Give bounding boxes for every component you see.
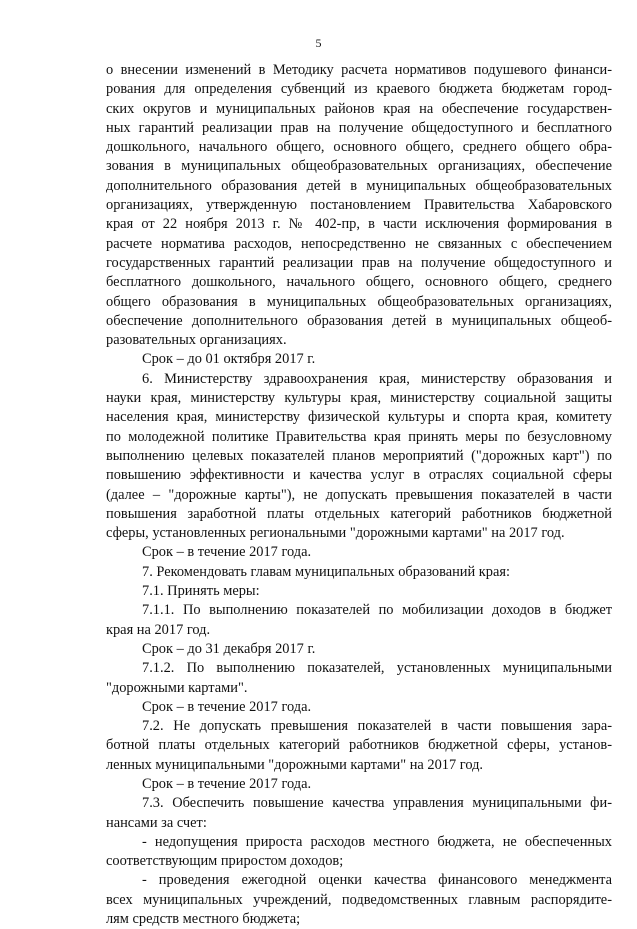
text-line: 7.1.2. По выполнению показателей, установленных муниципальными bbox=[142, 660, 612, 677]
text-line: государственных гарантий реализации прав на получение общедоступного и bbox=[106, 254, 612, 271]
text-line: "дорожными картами". bbox=[106, 679, 248, 696]
text-line: расчете норматива расходов, непосредственно не связанных с обеспечением bbox=[106, 235, 612, 252]
text-line: Срок – в течение 2017 года. bbox=[142, 698, 312, 715]
text-line: Срок – до 01 октября 2017 г. bbox=[142, 351, 316, 368]
text-line: выполнению целевых показателей планов мероприятий ("дорожных карт") по bbox=[106, 447, 612, 464]
text-line: дополнительного образования детей в муниципальных общеобразовательных bbox=[106, 177, 612, 194]
text-line: 6. Министерству здравоохранения края, министерству образования и bbox=[142, 370, 612, 387]
text-line: края на 2017 год. bbox=[106, 621, 211, 638]
text-line: дошкольного, начального общего, основного общего, среднего общего обра- bbox=[106, 139, 612, 156]
text-line: (далее – "дорожные карты"), не допускать превышения показателей в части bbox=[106, 486, 612, 503]
text-line: края от 22 ноября 2013 г. № 402-пр, в части исключения формирования в bbox=[106, 216, 612, 233]
text-line: рования для определения субвенций из краевого бюджета бюджетам город- bbox=[106, 81, 612, 98]
text-line: - недопущения прироста расходов местного бюджета, не обеспеченных bbox=[142, 833, 612, 850]
text-line: по молодежной политике Правительства края принять меры по безусловному bbox=[106, 428, 612, 445]
text-line: обеспечение дополнительного образования детей в муниципальных общеоб- bbox=[106, 312, 612, 329]
text-line: ботной платы отдельных категорий работников бюджетной сферы, установ- bbox=[106, 737, 612, 754]
text-line: ских округов и муниципальных районов края на обеспечение государствен- bbox=[106, 100, 612, 117]
page-number: 5 bbox=[315, 36, 322, 50]
text-line: сферы, установленных региональными "дорожными картами" на 2017 год. bbox=[106, 525, 565, 542]
text-line: Срок – в течение 2017 года. bbox=[142, 775, 312, 792]
text-line: о внесении изменений в Методику расчета нормативов подушевого финанси- bbox=[106, 62, 612, 78]
text-line: - проведения ежегодной оценки качества финансового менеджмента bbox=[142, 872, 612, 889]
text-line: 7.1. Принять меры: bbox=[142, 583, 260, 600]
text-line: повышению эффективности и качества услуг в отраслях социальной сферы bbox=[106, 467, 612, 484]
text-line: лям средств местного бюджета; bbox=[106, 911, 301, 928]
text-line: нансами за счет: bbox=[106, 814, 207, 831]
text-line: 7. Рекомендовать главам муниципальных образований края: bbox=[142, 563, 510, 580]
text-line: науки края, министерству культуры края, министерству социальной защиты bbox=[106, 390, 612, 407]
text-line: 7.1.1. По выполнению показателей по мобилизации доходов в бюджет bbox=[142, 602, 612, 619]
text-line: Срок – в течение 2017 года. bbox=[142, 544, 312, 561]
document-body bbox=[106, 61, 612, 929]
text-line: 7.3. Обеспечить повышение качества управления муниципальными фи- bbox=[142, 795, 612, 812]
text-line: 7.2. Не допускать превышения показателей в части повышения зара- bbox=[142, 718, 612, 735]
text-line: общего образования в муниципальных общеобразовательных организациях, bbox=[106, 293, 612, 310]
text-line: ленных муниципальными "дорожными картами" на 2017 год. bbox=[106, 756, 484, 773]
text-line: ных гарантий реализации прав на получение общедоступного и бесплатного bbox=[106, 119, 612, 136]
text-line: организациях, утвержденную постановлением Правительства Хабаровского bbox=[106, 197, 612, 214]
text-line: всех муниципальных учреждений, подведомственных главным распорядите- bbox=[106, 891, 612, 908]
text-line: бесплатного дошкольного, начального общего, основного общего, среднего bbox=[106, 274, 612, 291]
text-line: соответствующим приростом доходов; bbox=[106, 853, 344, 870]
text-line: разовательных организациях. bbox=[106, 332, 287, 349]
text-line: Срок – до 31 декабря 2017 г. bbox=[142, 640, 316, 657]
text-line: зования в муниципальных общеобразовательных организациях, обеспечение bbox=[106, 158, 612, 175]
text-line: населения края, министерству физической культуры и спорта края, комитету bbox=[106, 409, 612, 426]
text-line: повышения заработной платы отдельных категорий работников бюджетной bbox=[106, 505, 612, 522]
